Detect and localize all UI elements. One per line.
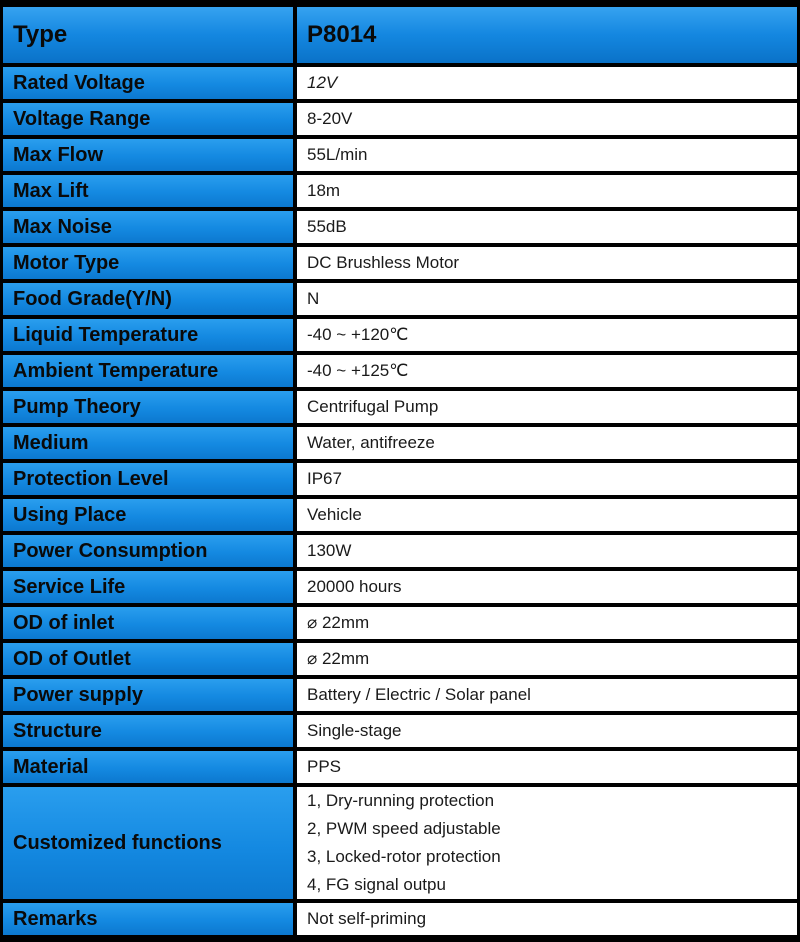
list-item: 4, FG signal outpu [307, 875, 446, 894]
table-row [3, 175, 797, 207]
table-row [3, 67, 797, 99]
header-label: Type [3, 7, 293, 63]
row-label: Remarks [3, 903, 293, 935]
row-value: 18m [297, 175, 797, 207]
row-label: Structure [3, 715, 293, 747]
row-value: 55dB [297, 211, 797, 243]
table-row [3, 103, 797, 135]
row-label: Medium [3, 427, 293, 459]
row-value: 8-20V [297, 103, 797, 135]
table-row [3, 391, 797, 423]
list-item: 3, Locked-rotor protection [307, 847, 501, 866]
row-value: Vehicle [297, 499, 797, 531]
row-value: 20000 hours [297, 571, 797, 603]
row-label: Max Noise [3, 211, 293, 243]
table-row [3, 535, 797, 567]
list-item: 1, Dry-running protection [307, 791, 495, 810]
row-label: Max Lift [3, 175, 293, 207]
row-label: Liquid Temperature [3, 319, 293, 351]
row-label: Power supply [3, 679, 293, 711]
row-label: Using Place [3, 499, 293, 531]
table-row [3, 211, 797, 243]
remarks-row [3, 903, 797, 935]
table-row [3, 715, 797, 747]
row-value: IP67 [297, 463, 797, 495]
row-value: -40 ~ +120℃ [297, 319, 797, 351]
table-row [3, 463, 797, 495]
row-value: ⌀ 22mm [297, 643, 797, 675]
table-row [3, 139, 797, 171]
customized-functions-list [297, 787, 797, 899]
row-label: Power Consumption [3, 535, 293, 567]
table-row [3, 571, 797, 603]
row-label: OD of inlet [3, 607, 293, 639]
list-item: 2, PWM speed adjustable [307, 819, 501, 838]
row-label: Protection Level [3, 463, 293, 495]
table-row [3, 499, 797, 531]
table-row [3, 643, 797, 675]
row-value: 130W [297, 535, 797, 567]
row-value: PPS [297, 751, 797, 783]
table-row [3, 679, 797, 711]
table-header-row [3, 7, 797, 63]
header-value: P8014 [297, 7, 797, 63]
customized-functions-row [3, 787, 797, 899]
row-label: Food Grade(Y/N) [3, 283, 293, 315]
row-value: -40 ~ +125℃ [297, 355, 797, 387]
row-label: Service Life [3, 571, 293, 603]
row-value: Not self-priming [297, 903, 797, 935]
row-value: 55L/min [297, 139, 797, 171]
row-value: Water, antifreeze [297, 427, 797, 459]
table-row [3, 607, 797, 639]
spec-table [3, 3, 797, 939]
row-label: Max Flow [3, 139, 293, 171]
row-label: OD of Outlet [3, 643, 293, 675]
row-value: 12V [297, 67, 797, 99]
row-label: Motor Type [3, 247, 293, 279]
row-value: ⌀ 22mm [297, 607, 797, 639]
row-value: Battery / Electric / Solar panel [297, 679, 797, 711]
row-label: Material [3, 751, 293, 783]
row-label: Pump Theory [3, 391, 293, 423]
row-label: Customized functions [3, 787, 293, 899]
table-row [3, 427, 797, 459]
table-row [3, 283, 797, 315]
row-value: N [297, 283, 797, 315]
row-value: DC Brushless Motor [297, 247, 797, 279]
table-row [3, 355, 797, 387]
row-label: Rated Voltage [3, 67, 293, 99]
table-row [3, 751, 797, 783]
row-value: Centrifugal Pump [297, 391, 797, 423]
row-label: Ambient Temperature [3, 355, 293, 387]
row-value: Single-stage [297, 715, 797, 747]
table-row [3, 247, 797, 279]
row-label: Voltage Range [3, 103, 293, 135]
table-row [3, 319, 797, 351]
